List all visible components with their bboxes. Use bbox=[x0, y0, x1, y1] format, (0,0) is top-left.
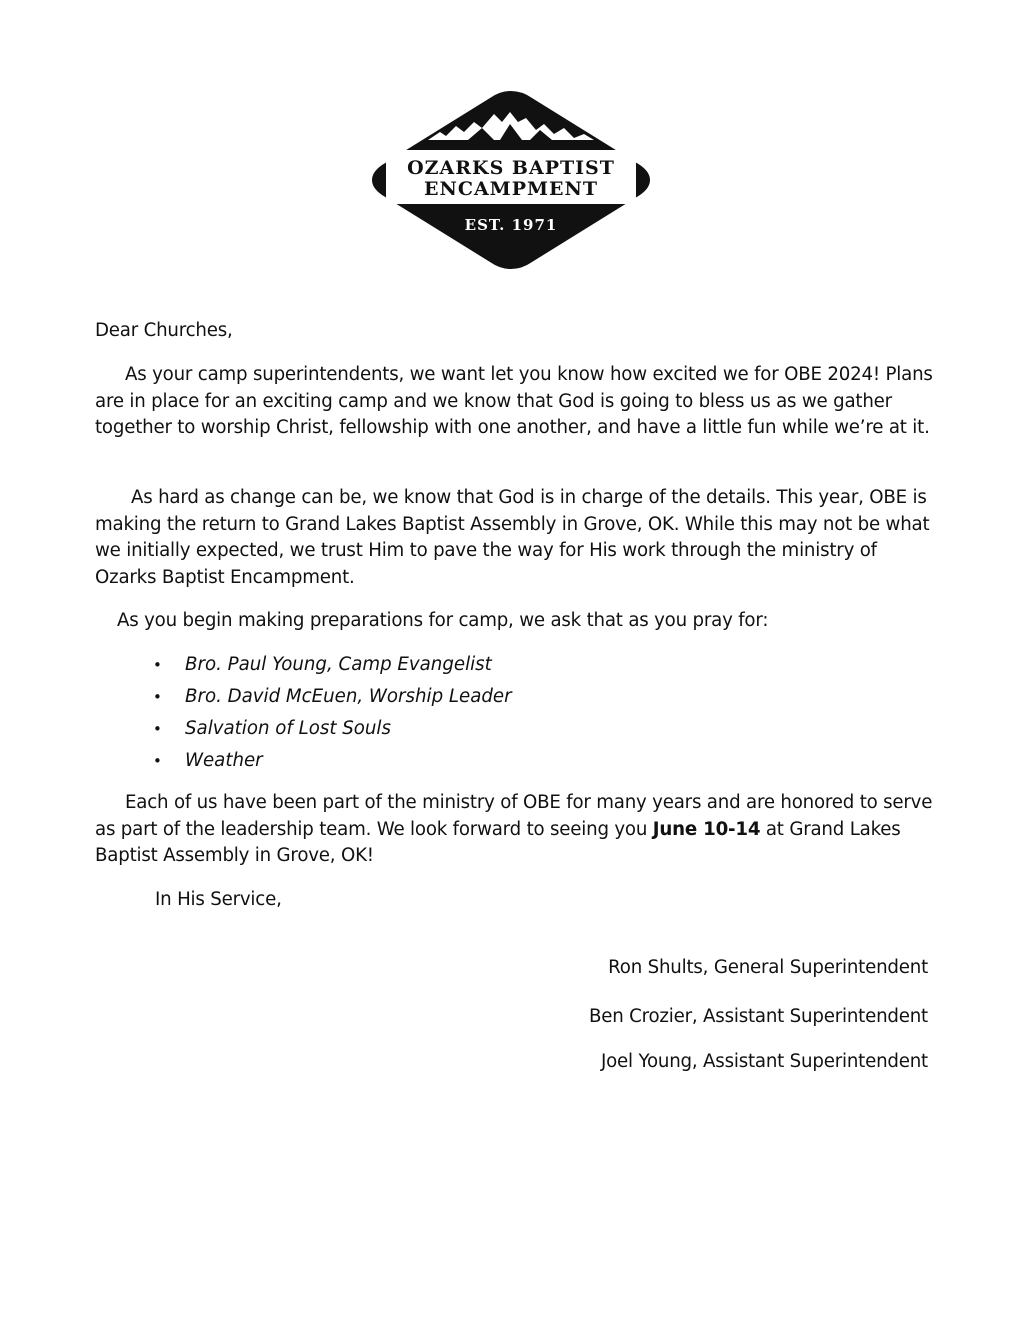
invitation-text: Each of us have been part of the ministry of OBE for many years and are honored to serve as part of the leadership team. We look forward to seeing you bbox=[95, 792, 933, 840]
prayer-list bbox=[95, 652, 512, 780]
signature-assistant-superintendent: Ben Crozier, Assistant Superintendent bbox=[588, 1006, 928, 1027]
paragraph-location-change: As hard as change can be, we know that God is in charge of the details. This year, OBE is making the return to Grand Lakes Baptist Assembly in Grove, OK. While this may not be what we initially expected, we trust Him to pave the way for His work through the ministry of Ozarks Baptist Encampment. bbox=[95, 487, 930, 588]
invitation-location: at Grand Lakes Baptist Assembly in Grove, OK! bbox=[95, 818, 901, 866]
prayer-item: • Bro. David McEuen, Worship Leader bbox=[95, 684, 512, 716]
paragraph-invitation bbox=[95, 790, 935, 870]
paragraph-prayer-request: As you begin making preparations for camp, we ask that as you pray for: bbox=[117, 610, 769, 631]
paragraph-intro: As your camp superintendents, we want let you know how excited we for OBE 2024! Plans are in place for an exciting camp and we know that God is going to bless us as we gather together to worship Christ, fellowship with one another, and have a little fun while we’re at it. bbox=[95, 364, 933, 438]
letter-closing: In His Service, bbox=[155, 889, 282, 910]
prayer-item: • Weather bbox=[95, 748, 512, 780]
logo-line-1: OZARKS BAPTIST bbox=[407, 157, 615, 179]
camp-dates: June 10-14 bbox=[652, 818, 761, 840]
prayer-item: • Bro. Paul Young, Camp Evangelist bbox=[95, 652, 512, 684]
letter-greeting: Dear Churches, bbox=[95, 320, 233, 341]
ozarks-baptist-encampment-logo bbox=[370, 88, 652, 272]
signature-assistant-superintendent: Joel Young, Assistant Superintendent bbox=[600, 1051, 928, 1072]
prayer-item: • Salvation of Lost Souls bbox=[95, 716, 512, 748]
signature-general-superintendent: Ron Shults, General Superintendent bbox=[608, 957, 928, 978]
logo-established: EST. 1971 bbox=[464, 216, 558, 234]
logo-line-2: ENCAMPMENT bbox=[423, 178, 599, 200]
